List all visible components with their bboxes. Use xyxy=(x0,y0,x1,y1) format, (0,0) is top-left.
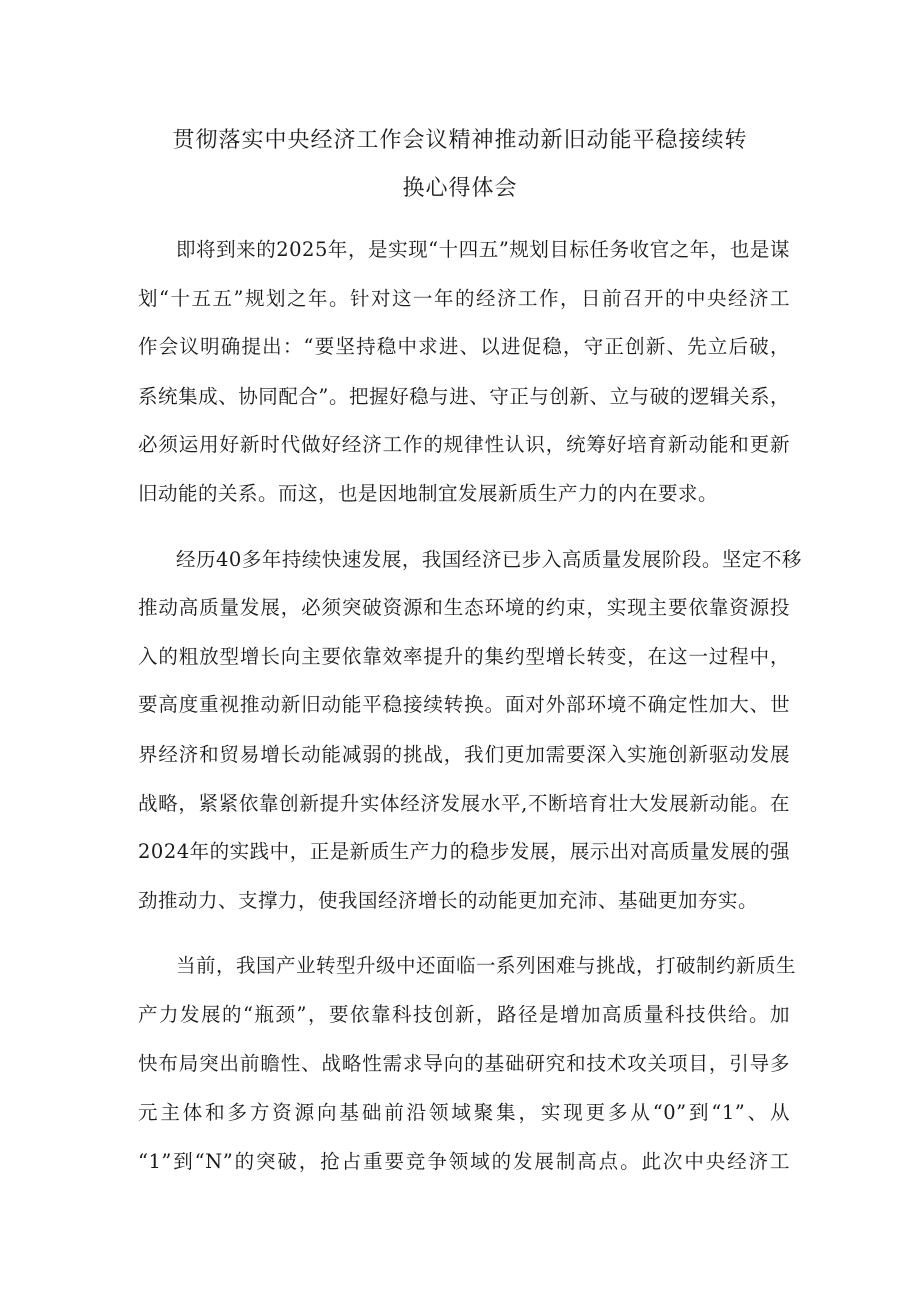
paragraph-2-line: 战略，紧紧依靠创新提升实体经济发展水平,不断培育壮大发展新动能。在 xyxy=(138,792,790,815)
paragraph-2-line: 劲推动力、支撑力，使我国经济增长的动能更加充沛、基础更加夯实。 xyxy=(138,889,759,912)
paragraph-3-line: 当前，我国产业转型升级中还面临一系列困难与挑战，打破制约新质生 xyxy=(176,954,797,977)
paragraph-1-line: 系统集成、协同配合”。把握好稳与进、守正与创新、立与破的逻辑关系， xyxy=(138,385,790,408)
title-line-1: 贯彻落实中央经济工作会议精神推动新旧动能平稳接续转 xyxy=(172,128,748,153)
paragraph-1-line: 即将到来的2025年，是实现“十四五”规划目标任务收官之年，也是谋 xyxy=(176,238,790,261)
paragraph-2-line: 推动高质量发展，必须突破资源和生态环境的约束，实现主要依靠资源投 xyxy=(138,596,790,619)
paragraph-1-line: 作会议明确提出：“要坚持稳中求进、以进促稳，守正创新、先立后破， xyxy=(138,335,790,358)
paragraph-2-line: 入的粗放型增长向主要依靠效率提升的集约型增长转变，在这一过程中， xyxy=(138,645,790,668)
paragraph-1-line: 划“十五五”规划之年。针对这一年的经济工作，日前召开的中央经济工 xyxy=(138,287,790,310)
title-line-2: 换心得体会 xyxy=(402,176,518,201)
paragraph-2-line: 要高度重视推动新旧动能平稳接续转换。面对外部环境不确定性加大、世 xyxy=(138,693,790,716)
paragraph-1-line: 必须运用好新时代做好经济工作的规律性认识，统筹好培育新动能和更新 xyxy=(138,433,790,456)
paragraph-2-line: 经历40多年持续快速发展，我国经济已步入高质量发展阶段。坚定不移 xyxy=(176,548,802,571)
paragraph-1-line: 旧动能的关系。而这，也是因地制宜发展新质生产力的内在要求。 xyxy=(138,482,719,505)
paragraph-3-line: 元主体和多方资源向基础前沿领域聚集，实现更多从“0”到“1”、从 xyxy=(138,1101,790,1124)
paragraph-3-line: “1”到“N”的突破，抢占重要竞争领域的发展制高点。此次中央经济工 xyxy=(138,1150,790,1173)
paragraph-3-line: 快布局突出前瞻性、战略性需求导向的基础研究和技术攻关项目，引导多 xyxy=(138,1052,790,1075)
paragraph-2-line: 界经济和贸易增长动能减弱的挑战，我们更加需要深入实施创新驱动发展 xyxy=(138,743,790,766)
paragraph-3-line: 产力发展的“瓶颈”，要依靠科技创新，路径是增加高质量科技供给。加 xyxy=(138,1003,790,1026)
paragraph-2-line: 2024年的实践中，正是新质生产力的稳步发展，展示出对高质量发展的强 xyxy=(138,840,790,863)
